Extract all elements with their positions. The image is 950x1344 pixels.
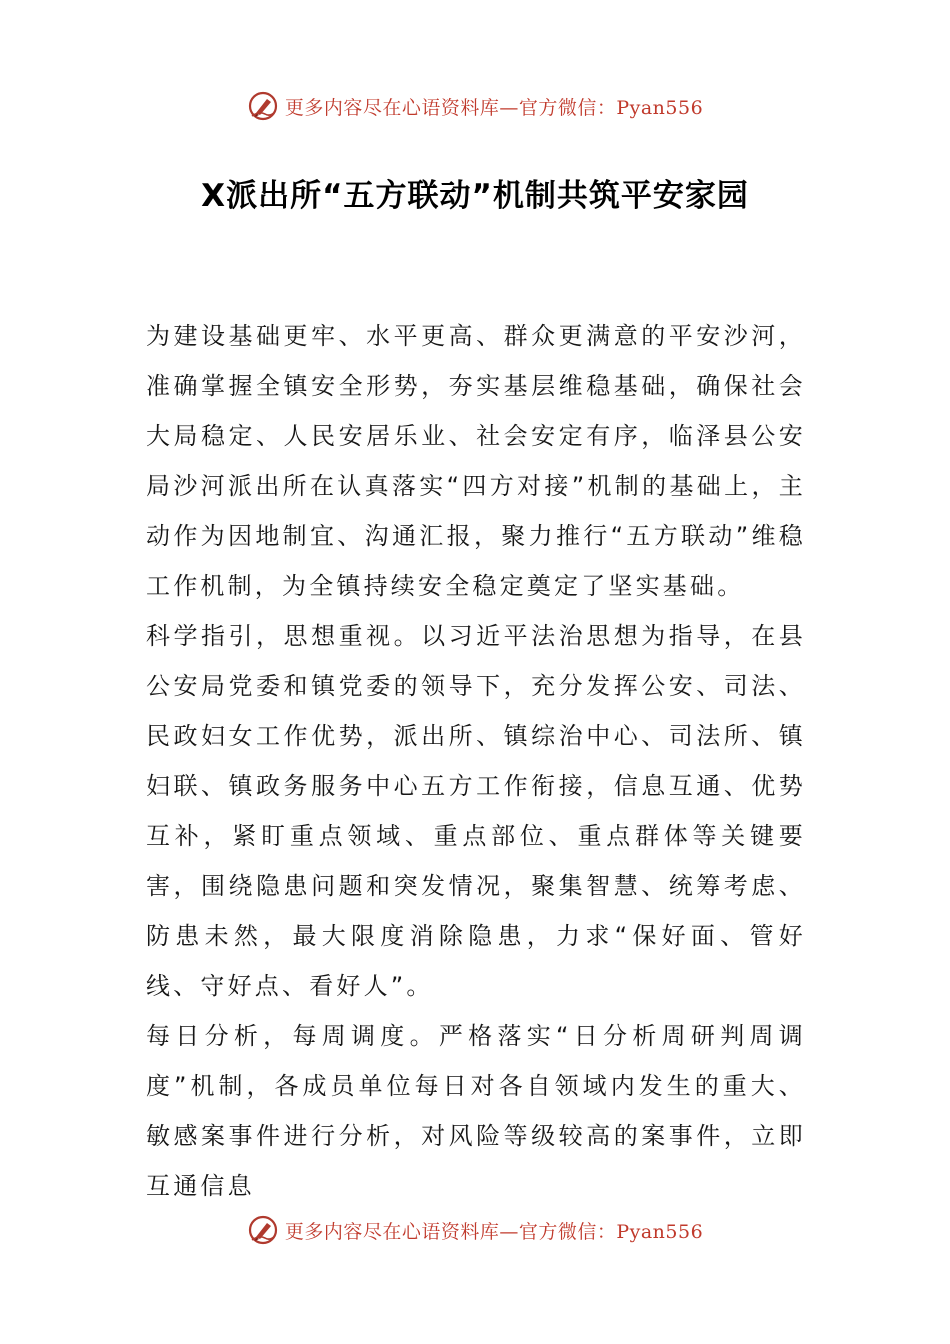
document-title: X派出所“五方联动”机制共筑平安家园 (201, 178, 749, 214)
footer-banner (0, 1210, 950, 1250)
paragraph-analysis: 每日分析，每周调度。严格落实“日分析周研判周调度”机制，各成员单位每日对各自领域内发生的重大、敏感案事件进行分析，对风险等级较高的案事件，立即互通信息 (146, 1022, 806, 1200)
footer-banner-text: 更多内容尽在心语资料库—官方微信：Pyan556 (284, 1220, 704, 1243)
pen-circle-icon (247, 1214, 279, 1246)
paragraph-intro: 为建设基础更牢、水平更高、群众更满意的平安沙河，准确掌握全镇安全形势，夯实基层维稳基础，确保社会大局稳定、人民安居乐业、社会安定有序，临泽县公安局沙河派出所在认真落实“四方对接”机制的基础上，主动作为因地制宜、沟通汇报，聚力推行“五方联动”维稳工作机制，为全镇持续安全稳定奠定了坚实基础。 (146, 322, 806, 600)
header-banner (0, 86, 950, 126)
header-banner-text: 更多内容尽在心语资料库—官方微信：Pyan556 (284, 96, 704, 119)
document-body (146, 311, 806, 1211)
paragraph-guidance: 科学指引，思想重视。以习近平法治思想为指导，在县公安局党委和镇党委的领导下，充分发挥公安、司法、民政妇女工作优势，派出所、镇综治中心、司法所、镇妇联、镇政务服务中心五方工作衔接，信息互通、优势互补，紧盯重点领域、重点部位、重点群体等关键要害，围绕隐患问题和突发情况，聚集智慧、统筹考虑、防患未然，最大限度消除隐患，力求“保好面、管好线、守好点、看好人”。 (146, 622, 806, 1000)
pen-circle-icon (247, 90, 279, 122)
